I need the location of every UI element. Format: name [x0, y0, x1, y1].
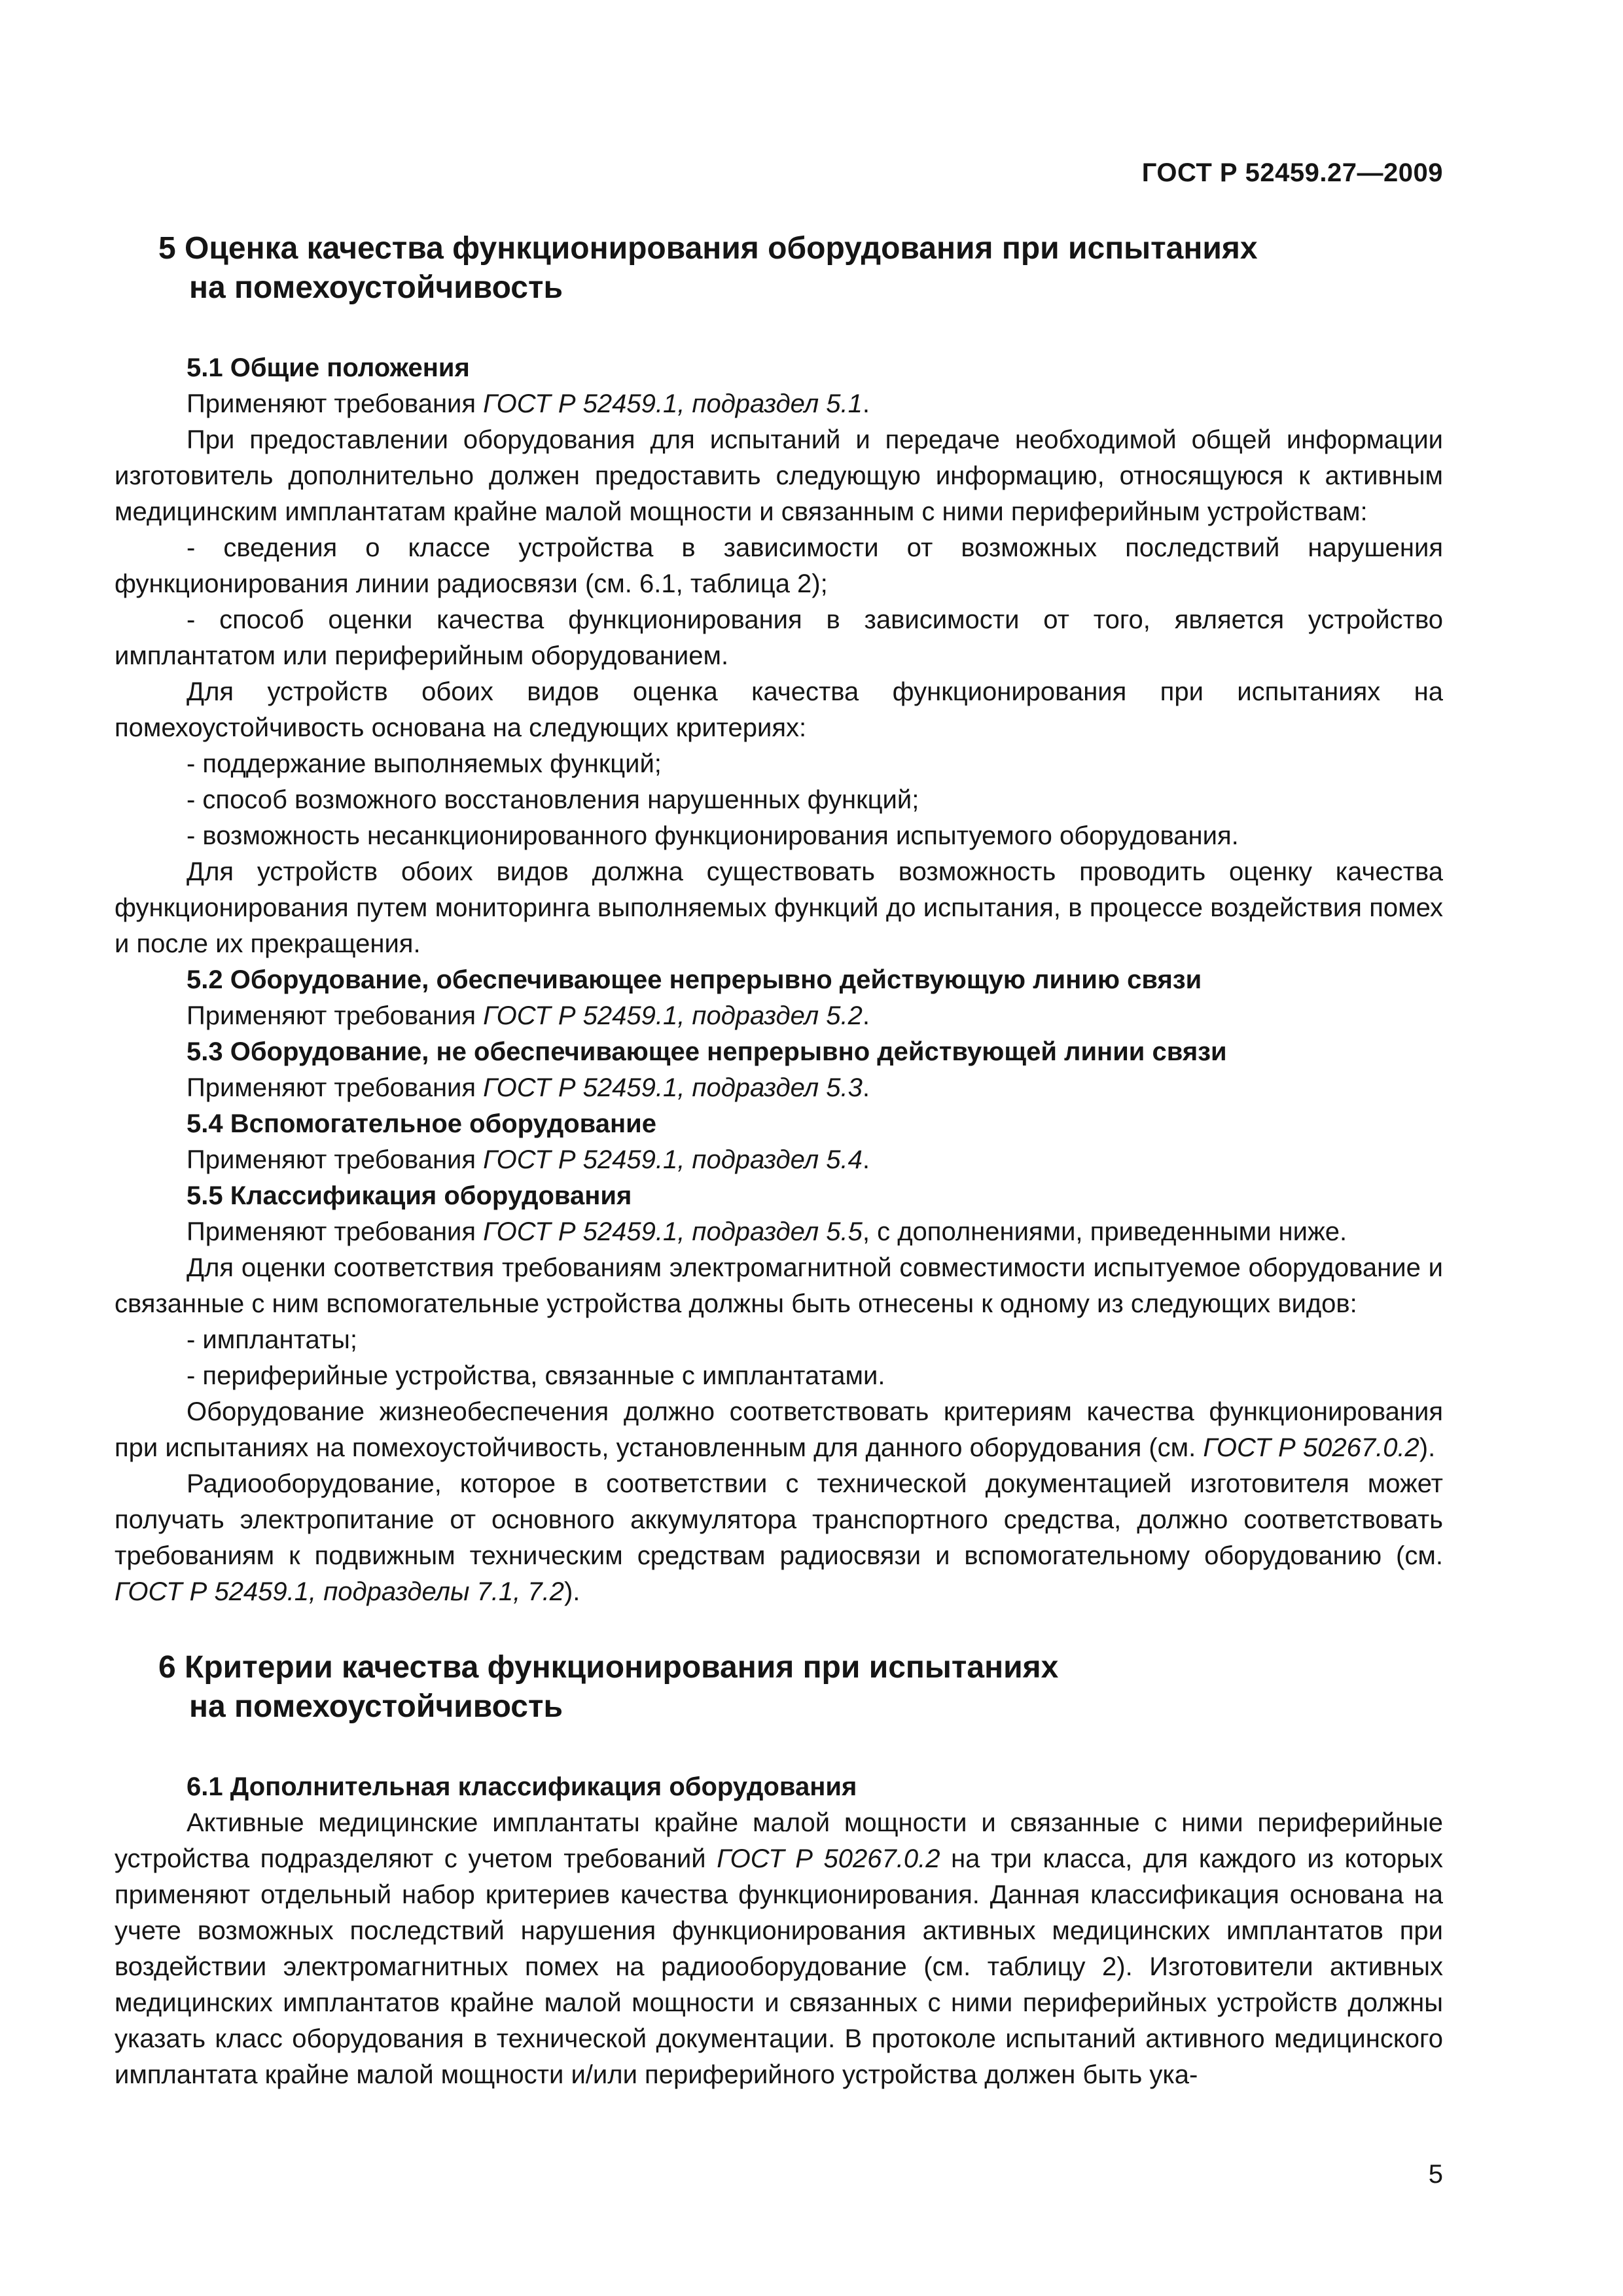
list-item: - имплантаты;	[187, 1325, 358, 1354]
text: Применяют требования	[187, 1145, 484, 1174]
text: ).	[1419, 1433, 1436, 1462]
subsection-6-1-heading: 6.1 Дополнительная классификация оборудования	[187, 1772, 857, 1801]
text: ).	[563, 1577, 580, 1606]
standard-reference: ГОСТ Р 52459.1, подраздел 5.5	[483, 1217, 863, 1246]
paragraph	[115, 1466, 1443, 1610]
standard-reference: ГОСТ Р 52459.1, подраздел 5.1	[483, 389, 863, 418]
paragraph	[115, 1070, 1443, 1106]
text: .	[862, 1145, 870, 1174]
text: .	[862, 1073, 870, 1102]
section-6-heading-line-2: на помехоустойчивость	[189, 1689, 563, 1724]
subsection-5-5-heading: 5.5 Классификация оборудования	[187, 1181, 632, 1210]
list-item: - способ возможного восстановления нарушенных функций;	[187, 785, 919, 814]
text: .	[862, 1001, 870, 1030]
paragraph	[115, 386, 1443, 422]
page-body	[115, 229, 1443, 2093]
paragraph	[115, 1214, 1443, 1250]
text: на три класса, для каждого из которых применяют отдельный набор критериев качества функционирования. Данная классификация основана на учете возможных последствий нарушения функционирования активных медицинских имплантатов при воздействии электромагнитных помех на радиооборудование (см. таблицу 2). Изготовители активных медицинских имплантатов крайне малой мощности и связанных с ними периферийных устройств должны указать класс оборудования в технической документации. В протоколе испытаний активного медицинского имплантата крайне малой мощности и/или периферийного устройства должен быть ука-	[115, 1844, 1444, 2089]
paragraph: Для устройств обоих видов должна существовать возможность проводить оценку качества функционирования путем мониторинга выполняемых функций до испытания, в процессе воздействия помех и после их прекращения.	[115, 857, 1443, 958]
section-6-heading	[115, 1648, 1443, 1727]
standard-reference: ГОСТ Р 50267.0.2	[1203, 1433, 1419, 1462]
section-6-heading-line-1: 6 Критерии качества функционирования при испытаниях	[158, 1650, 1059, 1685]
text: Применяют требования	[187, 1001, 484, 1030]
subsection-5-2-heading: 5.2 Оборудование, обеспечивающее непрерывно действующую линию связи	[187, 965, 1202, 994]
subsection-5-1-heading: 5.1 Общие положения	[187, 353, 470, 382]
section-5-heading-line-1: 5 Оценка качества функционирования оборудования при испытаниях	[158, 231, 1258, 266]
paragraph	[115, 1142, 1443, 1178]
standard-reference: ГОСТ Р 52459.1, подраздел 5.4	[483, 1145, 863, 1174]
list-item: - возможность несанкционированного функционирования испытуемого оборудования.	[187, 821, 1239, 850]
subsection-5-4-heading: 5.4 Вспомогательное оборудование	[187, 1109, 656, 1138]
text: Применяют требования	[187, 1073, 484, 1102]
document-designation: ГОСТ Р 52459.27—2009	[1141, 158, 1443, 187]
standard-reference: ГОСТ Р 52459.1, подраздел 5.2	[483, 1001, 863, 1030]
paragraph	[115, 1805, 1443, 2093]
page-number: 5	[1428, 2160, 1443, 2189]
paragraph: Для оценки соответствия требованиям электромагнитной совместимости испытуемое оборудование и связанные с ним вспомогательные устройства должны быть отнесены к одному из следующих видов:	[115, 1253, 1443, 1318]
list-item: - сведения о классе устройства в зависимости от возможных последствий нарушения функционирования линии радиосвязи (см. 6.1, таблица 2);	[115, 533, 1443, 598]
paragraph	[115, 1394, 1443, 1466]
standard-reference: ГОСТ Р 50267.0.2	[717, 1844, 940, 1873]
section-5-heading	[115, 229, 1443, 308]
list-item: - поддержание выполняемых функций;	[187, 749, 662, 778]
text: Применяют требования	[187, 389, 484, 418]
standard-reference: ГОСТ Р 52459.1, подраздел 5.3	[483, 1073, 863, 1102]
standard-reference: ГОСТ Р 52459.1, подразделы 7.1, 7.2	[115, 1577, 564, 1606]
paragraph	[115, 998, 1443, 1034]
text: Радиооборудование, которое в соответствии с технической документацией изготовителя может получать электропитание от основного аккумулятора транспортного средства, должно соответствовать требованиям к подвижным техническим средствам радиосвязи и вспомогательному оборудованию (см.	[115, 1469, 1443, 1570]
paragraph: Для устройств обоих видов оценка качества функционирования при испытаниях на помехоустойчивость основана на следующих критериях:	[115, 677, 1443, 742]
paragraph: При предоставлении оборудования для испытаний и передаче необходимой общей информации изготовитель дополнительно должен предоставить следующую информацию, относящуюся к активным медицинским имплантатам крайне малой мощности и связанным с ними периферийным устройствам:	[115, 425, 1443, 526]
text: Оборудование жизнеобеспечения должно соответствовать критериям качества функционирования при испытаниях на помехоустойчивость, установленным для данного оборудования (см.	[115, 1397, 1443, 1462]
list-item: - периферийные устройства, связанные с имплантатами.	[187, 1361, 885, 1390]
section-5-heading-line-2: на помехоустойчивость	[189, 270, 563, 305]
text: Активные медицинские имплантаты крайне малой мощности и связанные с ними периферийные устройства подразделяют с учетом требований	[115, 1808, 1443, 1873]
subsection-5-3-heading: 5.3 Оборудование, не обеспечивающее непрерывно действующей линии связи	[187, 1037, 1227, 1066]
text: , с дополнениями, приведенными ниже.	[862, 1217, 1347, 1246]
text: Применяют требования	[187, 1217, 484, 1246]
list-item: - способ оценки качества функционирования в зависимости от того, является устройство имплантатом или периферийным оборудованием.	[115, 605, 1443, 670]
text: .	[862, 389, 870, 418]
